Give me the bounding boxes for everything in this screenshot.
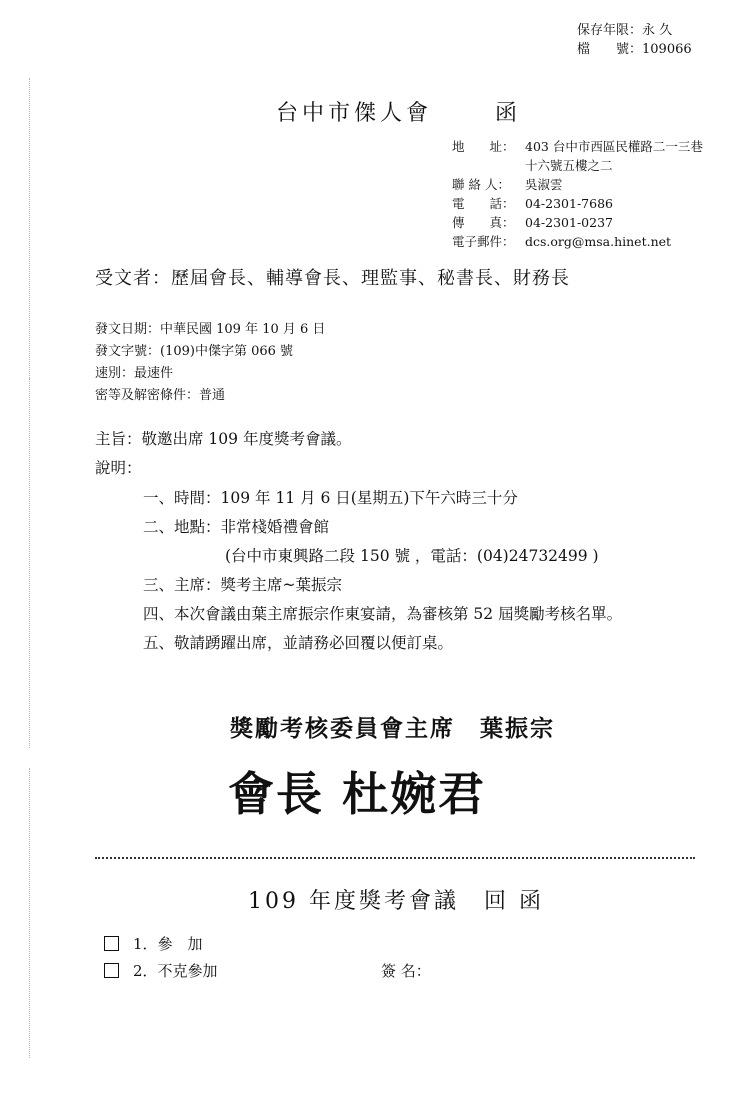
urgency: 速別：最速件 <box>95 366 174 381</box>
contact-person: 吳淑雲 <box>525 177 563 192</box>
email-label: 電子郵件： <box>452 234 515 249</box>
org-title: 台中市傑人會 <box>276 101 433 126</box>
binding-margin-line <box>29 768 30 1058</box>
address-label: 地 址： <box>452 139 515 154</box>
item-rsvp: 五、敬請踴躍出席，並請務必回覆以便訂桌。 <box>143 634 454 652</box>
fax-number: 04-2301-0237 <box>525 215 613 230</box>
contact-person-label: 聯 絡 人： <box>452 177 510 192</box>
signature-field-label: 簽 名： <box>381 962 431 980</box>
retention-period: 保存年限：永 久 <box>577 23 673 38</box>
reply-slip-title: 109 年度獎考會議 回 函 <box>248 889 544 914</box>
explanation-label: 說明： <box>95 459 142 477</box>
doc-info-block <box>95 319 325 407</box>
item-location-address: (台中市東興路二段 150 號 ，電話：(04)24732499 ) <box>225 547 599 565</box>
security-level: 密等及解密條件：普通 <box>95 388 226 403</box>
phone-number: 04-2301-7686 <box>525 196 613 211</box>
committee-chair-signature: 獎勵考核委員會主席 葉振宗 <box>230 715 555 742</box>
recipients: 受文者：歷屆會長、輔導會長、理監事、秘書長、財務長 <box>95 268 570 289</box>
binding-margin-line <box>29 78 30 378</box>
attend-option[interactable] <box>104 933 203 954</box>
doc-type: 函 <box>495 101 522 126</box>
item-chair: 三、主席：獎考主席~葉振宗 <box>143 576 342 594</box>
issue-date: 發文日期：中華民國 109 年 10 月 6 日 <box>95 322 326 337</box>
decline-option[interactable] <box>104 960 218 981</box>
email-address: dcs.org@msa.hinet.net <box>525 234 672 249</box>
item-time: 一、時間：109 年 11 月 6 日(星期五)下午六時三十分 <box>143 489 518 507</box>
file-number: 檔 號：109066 <box>577 42 692 57</box>
decline-label: 2．不克參加 <box>133 962 218 980</box>
subject-line: 主旨：敬邀出席 109 年度獎考會議。 <box>95 430 352 448</box>
address-line-1: 403 台中市西區民權路二一三巷 <box>525 139 703 154</box>
attend-label: 1．參 加 <box>133 935 203 953</box>
binding-margin-line <box>29 378 30 748</box>
president-signature: 會長 杜婉君 <box>228 767 487 821</box>
decline-checkbox[interactable] <box>104 963 119 978</box>
cut-line-divider <box>95 857 695 859</box>
item-location: 二、地點：非常棧婚禮會館 <box>143 518 330 536</box>
item-purpose: 四、本次會議由葉主席振宗作東宴請，為審核第 52 屆獎勵考核名單。 <box>143 605 623 623</box>
address-line-2: 十六號五樓之二 <box>525 158 613 173</box>
attend-checkbox[interactable] <box>104 936 119 951</box>
contact-block <box>452 137 703 251</box>
fax-label: 傳 真： <box>452 215 515 230</box>
phone-label: 電 話： <box>452 196 515 211</box>
doc-number: 發文字號：(109)中傑字第 066 號 <box>95 344 294 359</box>
